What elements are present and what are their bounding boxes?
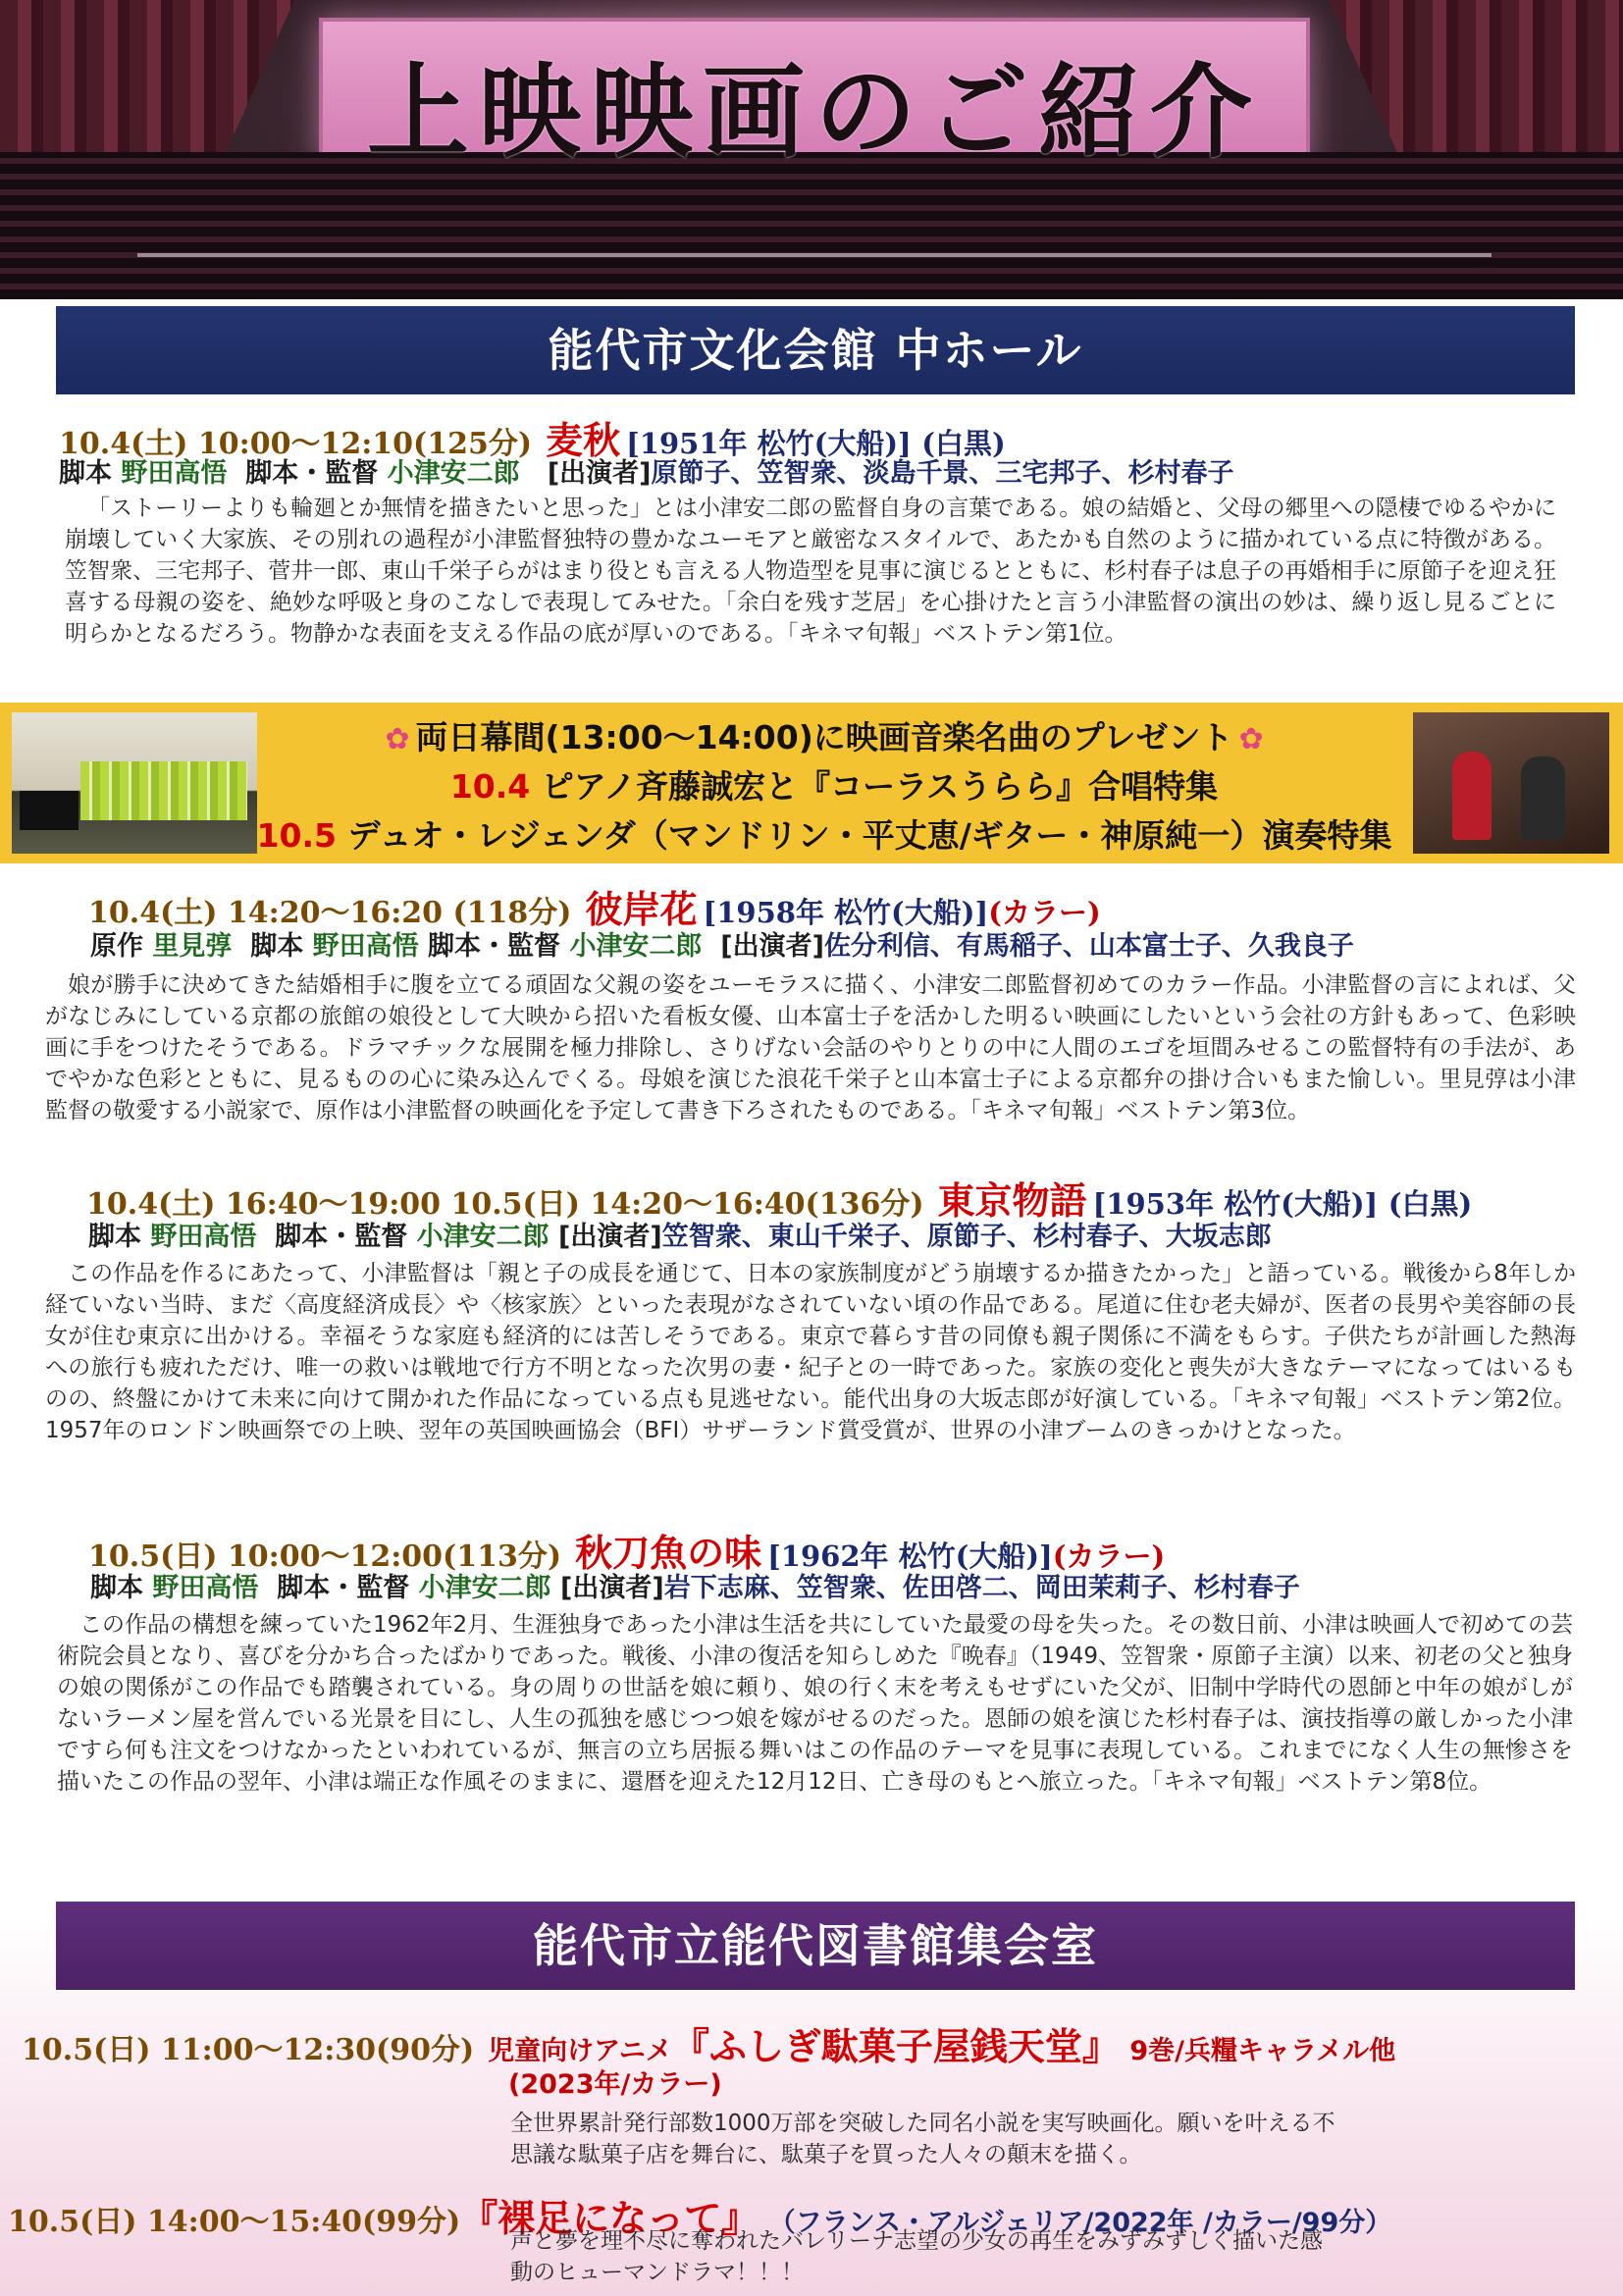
film-description: [510, 2225, 1570, 2288]
film-title: 東京物語: [937, 1179, 1087, 1223]
cast-list: 岩下志麻、笠智衆、佐田啓二、岡田茉莉子、杉村春子: [663, 1573, 1300, 1603]
chorus-photo: [12, 712, 257, 854]
credit-label: 原作: [90, 931, 143, 962]
credit-label: 脚本・監督: [277, 1573, 410, 1603]
desc-line: 思議な駄菓子店を舞台に、駄菓子を買った人々の顛末を描く。: [510, 2142, 1142, 2167]
credit-name: 小津安二郎: [569, 931, 703, 962]
cast-list: 佐分利信、有馬稲子、山本富士子、久我良子: [823, 931, 1354, 962]
film-color: (白黒): [921, 427, 1006, 460]
film-description: 「ストーリーよりも輪廻とか無情を描きたいと思った」とは小津安二郎の監督自身の言葉である。娘の結婚と、父母の郷里への隠棲でゆるやかに崩壊していく大家族、その別れの過程が小津監督独特の豊かなユーモアと厳密なスタイルで、あたかも自然のように描かれている点に特徴がある。笠智衆、三宅邦子、菅井一郎、東山千栄子らがはまり役とも言える人物造型を見事に演じるとともに、杉村春子は息子の再婚相手に原節子を迎え狂喜する母親の姿を、絶妙な呼吸と身のこなしで表現してみせた。「余白を残す芝居」を心掛けたと言う小津監督の演出の妙は、繰り返し見るごとに明らかとなるだろう。物静かな表面を支える作品の底が厚いのである。「キネマ旬報」ベストテン第1位。: [65, 496, 1556, 647]
film-schedule: 10.4(土) 16:40〜19:00 10.5(日) 14:20〜16:40(136分): [86, 1187, 924, 1222]
credit-name: 野田高悟: [312, 931, 419, 962]
film-color: (カラー): [988, 896, 1101, 929]
film-schedule: 10.5(日) 10:00〜12:00(113分): [88, 1539, 562, 1574]
film-subtitle: 9巻/兵糧キャラメル他: [1129, 2036, 1396, 2066]
film-color: (白黒): [1387, 1187, 1473, 1221]
film-description: [510, 2108, 1570, 2170]
cast-label: [出演者]: [720, 931, 824, 962]
film-meta: [1953年 松竹(大船)]: [1092, 1187, 1379, 1221]
film-meta: [1951年 松竹(大船)]: [626, 427, 912, 460]
film-title: 麦秋: [546, 419, 621, 462]
cast-list: 原節子、笠智衆、淡島千景、三宅邦子、杉村春子: [651, 458, 1234, 489]
cast-label: [出演者]: [558, 1222, 662, 1252]
band-line-3: [245, 810, 1403, 857]
venue-banner-library: 能代市立能代図書館集会室: [56, 1902, 1575, 1990]
desc-line: 動のヒューマンドラマ！！！: [510, 2260, 804, 2285]
flower-icon: ✿: [1238, 722, 1264, 757]
band-line-2: [412, 761, 1256, 808]
film-heading-2: [508, 2062, 722, 2101]
band-line-2-text: ピアノ斉藤誠宏と『コーラスうらら』合唱特集: [541, 767, 1219, 806]
credit-name: 野田高悟: [152, 1573, 259, 1603]
band-line-3-text: デュオ・レジェンダ（マンドリン・平丈恵/ギター・神原純一）演奏特集: [347, 816, 1392, 855]
piano-shape: [20, 791, 79, 830]
credit-label: 脚本・監督: [245, 458, 379, 489]
cast-label: [出演者]: [560, 1573, 664, 1603]
credit-name: 野田高悟: [121, 458, 228, 489]
film-schedule: 10.5(日) 11:00〜12:30(90分): [22, 2033, 475, 2067]
credit-name: 小津安二郎: [418, 1573, 551, 1603]
band-line-1-text: 両日幕間(13:00〜14:00)に映画音楽名曲のプレゼント: [415, 718, 1233, 757]
film-description: この作品を作るにあたって、小津監督は「親と子の成長を通じて、日本の家族制度がどう崩壊するか描きたかった」と語っている。戦後から8年しか経ていない当時、まだ〈高度経済成長〉や〈核家族〉といった表現がなされていない頃の作品である。尾道に住む老夫婦が、医者の長男や美容師の長女が住む東京に出かける。幸福そうな家庭も経済的には苦しそうである。東京で暮らす昔の同僚も親子関係に不満をもらす。子供たちが計画した熱海への旅行も疲れただけ、唯一の救いは戦地で行方不明となった次男の妻・紀子との一時であった。家族の変化と喪失が大きなテーマになってはいるものの、終盤にかけて未来に向けて開かれた作品になっている点も見逃せない。能代出身の大坂志郎が好演している。「キネマ旬報」ベストテン第2位。1957年のロンドン映画祭での上映、翌年の英国映画協会（BFI）サザーランド賞受賞が、世界の小津ブームのきっかけとなった。: [45, 1261, 1576, 1443]
performer-shape: [1521, 757, 1565, 840]
film-title: 彼岸花: [585, 888, 698, 931]
film-meta: [1958年 松竹(大船)]: [703, 896, 989, 929]
film-schedule: 10.4(土) 10:00〜12:10(125分): [59, 427, 533, 461]
stage-line: [137, 253, 1492, 257]
film-credits: [90, 924, 1354, 963]
film-title: 秋刀魚の味: [575, 1532, 762, 1575]
film-title: 『裸足になって』: [460, 2197, 759, 2240]
film-subtitle: （フランス・アルジェリア/2022年 /カラー/99分）: [768, 2208, 1392, 2238]
intermission-band: [0, 703, 1623, 863]
film-credits: [90, 1566, 1300, 1604]
credit-label: 脚本: [90, 1573, 143, 1603]
flower-icon: ✿: [385, 722, 410, 757]
page-title: 上映映画のご紹介: [366, 52, 1262, 172]
band-line-1: [334, 712, 1315, 758]
film-description: 娘が勝手に決めてきた結婚相手に腹を立てる頑固な父親の姿をユーモラスに描く、小津安二郎監督初めてのカラー作品。小津監督の言によれば、父がなじみにしている京都の旅館の娘役として大映から招いた看板女優、山本富士子を活かした明るい映画にしたいという会社の方針もあって、色彩映画に手をつけたそうである。ドラマチックな展開を極力排除し、さりげない会話のやりとりの中に人間のエゴを垣間みせるこの監督特有の手法が、あでやかな色彩とともに、見るものの心に染み込んでくる。母娘を演じた浪花千栄子と山本富士子による京都弁の掛け合いもまた愉しい。里見弴は小津監督の敬愛する小説家で、原作は小津監督の映画化を予定して書き下ろされたものである。「キネマ旬報」ベストテン第3位。: [45, 972, 1576, 1123]
credit-name: 野田高悟: [150, 1222, 257, 1252]
performer-shape: [1452, 752, 1492, 840]
duo-photo: [1413, 712, 1609, 854]
credit-name: 小津安二郎: [416, 1222, 550, 1252]
credit-label: 脚本・監督: [275, 1222, 408, 1252]
band-date: 10.5: [256, 816, 337, 855]
hero-banner: [0, 0, 1623, 299]
cast-label: [出演者]: [547, 458, 652, 489]
credit-name: 小津安二郎: [387, 458, 520, 489]
credit-label: 脚本: [88, 1222, 141, 1252]
film-description: この作品の構想を練っていた1962年2月、生涯独身であった小津は生活を共にしていた最愛の母を失った。その数日前、小津は映画人で初めての芸術院会員となり、喜びを分かち合ったばかりであった。戦後、小津の復活を知らしめた『晩春』（1949、笠智衆・原節子主演）以来、初老の父と独身の娘の関係がこの作品でも踏襲されている。身の周りの世話を娘に頼り、娘の行く末を考えもせずにいた父が、旧制中学時代の恩師と中年の娘がしがないラーメン屋を営んでいる光景を目にし、人生の孤独を感じつつ娘を嫁がせるのだった。恩師の娘を演じた杉村春子は、演技指導の厳しかった小津ですら何も注文をつけなかったといわれているが、無言の立ち居振る舞いはこの作品のテーマを見事に表現している。これまでになく人生の無惨さを描いたこの作品の翌年、小津は端正な作風そのままに、還暦を迎えた12月12日、亡き母のもとへ旅立った。「キネマ旬報」ベストテン第8位。: [57, 1612, 1574, 1795]
film-year: (2023年/カラー): [508, 2069, 722, 2100]
film-meta: [1962年 松竹(大船)]: [767, 1539, 1053, 1573]
desc-line: 全世界累計発行部数1000万部を突破した同名小説を実写映画化。願いを叶える不: [510, 2111, 1335, 2136]
venue-banner-hall: 能代市文化会館 中ホール: [56, 306, 1575, 394]
choir-shape: [80, 761, 247, 820]
credit-label: 脚本: [250, 931, 304, 962]
band-date: 10.4: [449, 767, 531, 806]
film-credits: [88, 1215, 1272, 1253]
credit-label: 脚本: [59, 458, 112, 489]
film-credits: [59, 451, 1234, 490]
credit-label: 脚本・監督: [428, 931, 561, 962]
cast-list: 笠智衆、東山千栄子、原節子、杉村春子、大坂志郎: [661, 1222, 1272, 1252]
film-color: (カラー): [1052, 1539, 1166, 1573]
credit-name: 里見弴: [152, 931, 233, 962]
film-title: 『ふしぎ駄菓子屋銭天堂』: [671, 2025, 1120, 2068]
film-schedule: 10.5(日) 14:00〜15:40(99分): [8, 2205, 461, 2239]
film-tag: 児童向けアニメ: [488, 2036, 672, 2066]
film-schedule: 10.4(土) 14:20〜16:20 (118分): [88, 896, 572, 930]
desc-line: 声と夢を理不尽に奪われたバレリーナ志望の少女の再生をみずみずしく描いた感: [510, 2228, 1323, 2254]
